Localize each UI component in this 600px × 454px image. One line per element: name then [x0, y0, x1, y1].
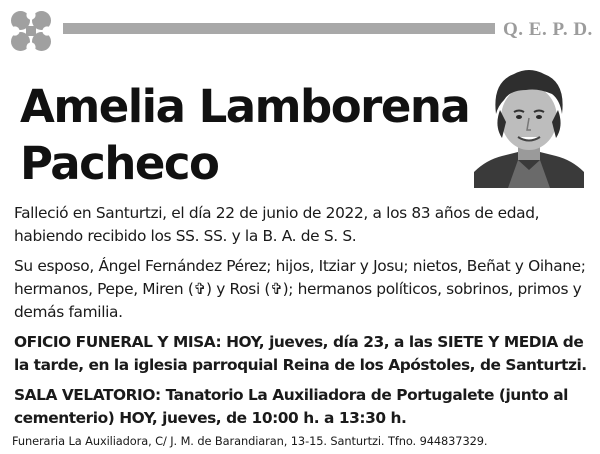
funeral-home-footer: Funeraria La Auxiliadora, C/ J. M. de Barandiaran, 13-15. Santurtzi. Tfno. 944837329.	[12, 434, 488, 448]
funeral-service-paragraph: OFICIO FUNERAL Y MISA: HOY, jueves, día 23, a las SIETE Y MEDIA de la tarde, en la iglesia parroquial Reina de los Apóstoles, de Santurtzi.	[14, 333, 587, 374]
wake-room-paragraph: SALA VELATORIO: Tanatorio La Auxiliadora de Portugalete (junto al cementerio) HOY, jueves, de 10:00 h. a 13:30 h.	[14, 386, 568, 427]
header-rule	[63, 23, 495, 34]
death-notice-paragraph: Falleció en Santurtzi, el día 22 de junio de 2022, a los 83 años de edad, habiendo recibido los SS. SS. y la B. A. de S. S.	[14, 204, 540, 245]
family-paragraph: Su esposo, Ángel Fernández Pérez; hijos, Itziar y Josu; nietos, Beñat y Oihane; hermanos, Pepe, Miren (✞) y Rosi (✞); hermanos políticos, sobrinos, primos y demás familia.	[14, 257, 586, 321]
name-line-2: Pacheco	[20, 137, 219, 190]
deceased-name	[20, 78, 469, 192]
lauburu-icon	[6, 6, 56, 56]
qepd-label: Q. E. P. D.	[503, 19, 593, 40]
name-line-1: Amelia Lamborena	[20, 80, 470, 133]
obituary-body	[14, 202, 590, 437]
portrait-photo-icon	[474, 60, 584, 188]
